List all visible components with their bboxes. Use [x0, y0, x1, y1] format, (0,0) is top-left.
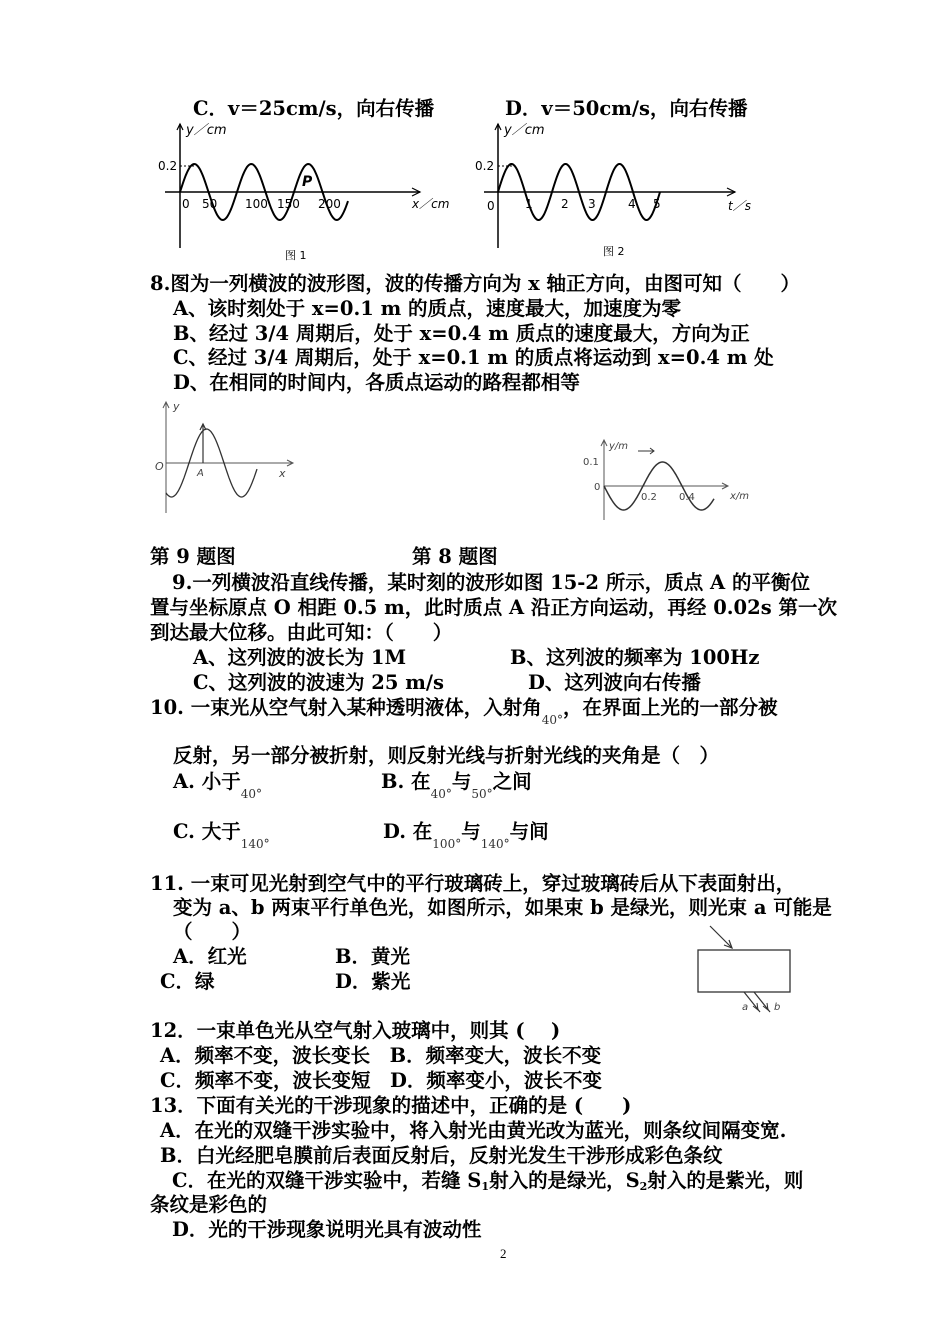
fig2-tick-3: 3 — [588, 197, 596, 211]
q10-option-b-angle2: 50° — [471, 787, 493, 801]
q13-option-d: D．光的干涉现象说明光具有波动性 — [172, 1218, 482, 1241]
q10-option-b-post: 之间 — [492, 770, 532, 793]
q9-option-d: D、这列波向右传播 — [528, 671, 701, 694]
q8-stem: 8.图为一列横波的波形图，波的传播方向为 x 轴正方向，由图可知（ ） — [150, 272, 801, 295]
q10-option-b-mid: 与 — [451, 770, 472, 793]
q13-option-c-sub2: 2 — [639, 1180, 648, 1193]
caption-fig8: 第 8 题图 — [412, 545, 498, 568]
q13-option-c-cont: 条纹是彩色的 — [150, 1193, 268, 1216]
q10-stem-line2: 反射，另一部分被折射，则反射光线与折射光线的夹角是（ ） — [173, 744, 720, 767]
q10-option-a — [173, 770, 262, 806]
q10-option-a-text: A. 小于 — [173, 770, 241, 793]
q8-fig-tick-0-2: 0.2 — [641, 492, 657, 503]
fig1-origin-label: 0 — [182, 197, 190, 211]
q10-stem-line1 — [150, 696, 778, 732]
q7-option-c: C．v＝25cm/s，向右传播 — [193, 97, 435, 120]
q11-stem-line1: 11. 一束可见光射到空气中的平行玻璃砖上，穿过玻璃砖后从下表面射出， — [150, 872, 796, 895]
q10-option-c-text: C. 大于 — [173, 820, 241, 843]
q10-option-d-text: D. 在 — [383, 820, 433, 843]
q10-option-d-post: 与间 — [509, 820, 549, 843]
q11-stem-line2: 变为 a、b 两束平行单色光，如图所示，如果束 b 是绿光，则光束 a 可能是 — [173, 896, 832, 919]
q13-option-c-text-c: 射入的是紫光，则 — [647, 1169, 804, 1192]
fig-beam-a-label: a — [742, 1002, 749, 1013]
q11-option-d: D．紫光 — [335, 970, 411, 993]
q9-wave-figure — [145, 398, 305, 518]
q8-fig-tick-0-4: 0.4 — [679, 492, 695, 503]
fig1-tick-50: 50 — [202, 197, 218, 211]
q10-option-d-angle1: 100° — [432, 837, 462, 851]
q9-fig-point-a: A — [197, 468, 204, 479]
q13-stem: 13．下面有关光的干涉现象的描述中，正确的是 ( ) — [150, 1094, 632, 1117]
q8-option-b: B、经过 3/4 周期后，处于 x=0.4 m 质点的速度最大，方向为正 — [173, 322, 750, 345]
fig2-origin-label: 0 — [487, 199, 495, 213]
q12-options-ab: A．频率不变，波长变长 B．频率变大，波长不变 — [160, 1044, 602, 1067]
q8-wave-figure — [580, 434, 770, 524]
q10-option-d-angle2: 140° — [480, 837, 510, 851]
q8-fig-amplitude: 0.1 — [583, 457, 599, 468]
q10-angle-40: 40° — [541, 713, 563, 727]
fig2-y-axis-label: y／cm — [504, 123, 545, 138]
fig-beam-b-label: b — [774, 1002, 781, 1013]
q8-fig-x-label: x/m — [730, 491, 750, 502]
q13-option-b: B．白光经肥皂膜前后表面反射后，反射光发生干涉形成彩色条纹 — [160, 1144, 723, 1167]
q13-option-c-text-b: 射入的是绿光，S — [489, 1169, 640, 1192]
q8-option-d: D、在相同的时间内，各质点运动的路程都相等 — [173, 371, 580, 394]
q9-fig-y-label: y — [173, 400, 180, 413]
caption-fig9: 第 9 题图 — [150, 545, 236, 568]
wave-figure-2 — [470, 120, 770, 265]
q13-option-c-sub1: 1 — [481, 1180, 490, 1193]
q10-option-d — [383, 820, 549, 856]
q10-option-c-angle: 140° — [240, 837, 270, 851]
q12-stem: 12．一束单色光从空气射入玻璃中，则其 ( ) — [150, 1019, 561, 1042]
q8-option-c: C、经过 3/4 周期后，处于 x=0.1 m 的质点将运动到 x=0.4 m 处 — [173, 346, 774, 369]
q11-option-a: A．红光 — [173, 945, 247, 968]
q9-option-b: B、这列波的频率为 100Hz — [510, 646, 760, 669]
fig1-x-axis-label: x／cm — [412, 197, 450, 211]
fig1-caption: 图 1 — [285, 249, 307, 262]
q8-option-a: A、该时刻处于 x=0.1 m 的质点，速度最大，加速度为零 — [173, 297, 682, 320]
fig2-x-axis-label: t／s — [728, 199, 751, 213]
q9-fig-origin-label: O — [155, 460, 164, 473]
fig2-tick-5: 5 — [653, 197, 661, 211]
q11-option-c: C．绿 — [160, 970, 215, 993]
fig1-point-p: P — [302, 174, 313, 190]
fig1-y-axis-label: y／cm — [186, 123, 227, 138]
q9-stem-line2: 置与坐标原点 O 相距 0.5 m，此时质点 A 沿正方向运动，再经 0.02s 第一次 — [150, 596, 837, 619]
q11-option-b: B．黄光 — [335, 945, 410, 968]
q10-option-b — [381, 770, 532, 806]
q10-stem-text-b: ，在界面上光的一部分被 — [563, 696, 778, 719]
fig2-tick-4: 4 — [628, 197, 636, 211]
page-number: 2 — [500, 1246, 507, 1261]
fig1-tick-200: 200 — [318, 197, 341, 211]
wave-figure-1 — [150, 120, 450, 265]
q9-option-c: C、这列波的波速为 25 m/s — [193, 671, 444, 694]
q12-options-cd: C．频率不变，波长变短 D．频率变小，波长不变 — [160, 1069, 602, 1092]
fig2-amplitude-label: 0.2 — [475, 159, 495, 173]
q10-option-c — [173, 820, 270, 856]
fig2-caption: 图 2 — [603, 245, 625, 258]
fig1-amplitude-label: 0.2 — [158, 159, 178, 173]
q8-fig-y-label: y/m — [609, 441, 629, 452]
q11-stem-line3: （ ） — [173, 920, 252, 943]
q10-option-b-angle1: 40° — [430, 787, 452, 801]
q13-option-a: A．在光的双缝干涉实验中，将入射光由黄光改为蓝光，则条纹间隔变宽. — [160, 1119, 787, 1142]
q9-stem-line3: 到达最大位移。由此可知：（ ） — [150, 621, 453, 644]
q10-option-a-angle: 40° — [240, 787, 262, 801]
q8-fig-origin: 0 — [594, 482, 601, 493]
fig1-tick-100: 100 — [245, 197, 268, 211]
glass-slab-figure — [690, 918, 800, 1018]
q10-option-b-text: B. 在 — [381, 770, 431, 793]
q10-stem-text-a: 10. 一束光从空气射入某种透明液体，入射角 — [150, 696, 542, 719]
fig1-tick-150: 150 — [277, 197, 300, 211]
fig2-tick-1: 1 — [525, 197, 533, 211]
q7-option-d: D．v＝50cm/s，向右传播 — [505, 97, 748, 120]
fig2-tick-2: 2 — [561, 197, 569, 211]
q13-option-c-text-a: C．在光的双缝干涉实验中，若缝 S — [172, 1169, 482, 1192]
q9-fig-x-label: x — [279, 467, 286, 480]
q10-option-d-mid: 与 — [461, 820, 481, 843]
q9-stem-line1: 9.一列横波沿直线传播，某时刻的波形如图 15-2 所示，质点 A 的平衡位 — [172, 571, 810, 594]
q9-option-a: A、这列波的波长为 1M — [193, 646, 407, 669]
